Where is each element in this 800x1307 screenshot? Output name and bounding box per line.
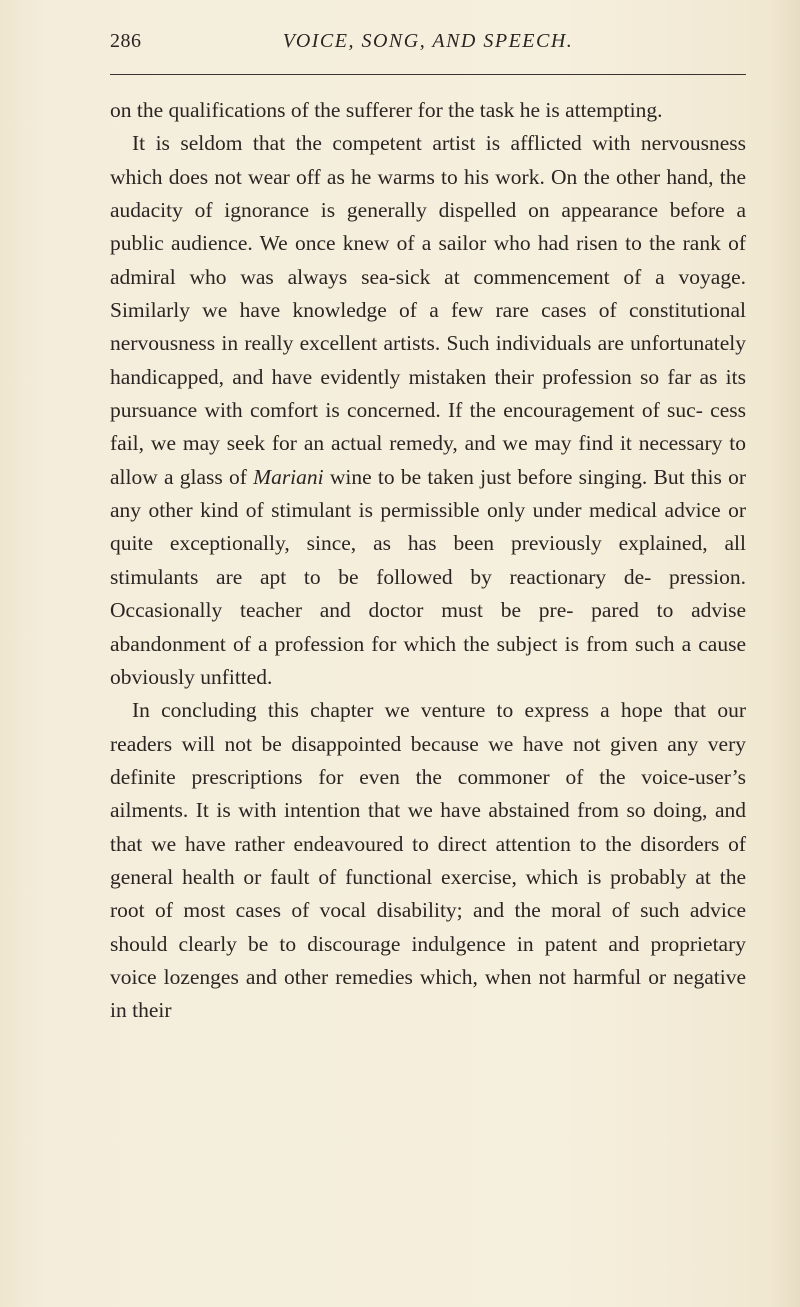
body-text [110,94,746,1028]
paragraph-text: In concluding this chapter we venture to express a hope that our readers will not be disappointed because we have not given any very definite prescriptions for even the commoner of the voice-user’s ailments. It is with intention that we have abstained from so doing, and that we have rather endeavoured to direct attention to the disorders of general health or fault of functional exercise, which is probably at the root of most cases of vocal disability; and the moral of such advice should clearly be to discourage indulgence in patent and proprietary voice lozenges and other remedies which, when not harmful or negative in their [110,698,746,1023]
page-number: 286 [110,30,142,52]
italic-term: Mariani [253,464,324,489]
paragraph-text: on the qualifications of the sufferer for the task he is attempting. [110,98,663,122]
paragraph-nervousness [110,127,746,694]
header-rule [110,74,746,75]
paragraph-continuation [110,94,746,127]
running-title: VOICE, SONG, AND SPEECH. [282,30,574,52]
paragraph-text: It is seldom that the competent artist is afflicted with nervousness which does not wear off as he warms to his work. On the other hand, the audacity of ignorance is generally dispelled on appearance before a public audience. We once knew of a sailor who had risen to the rank of admiral who was always sea-sick at commencement of a voyage. Similarly we have knowledge of a few rare cases of constitutional nervousness in really excellent artists. Such individuals are unfortunately handicapped, and have evidently mistaken their profession so far as its pursuance with comfort is concerned. If the encouragement of suc- cess fail, we may seek for an actual remedy, and we may find it necessary to allow a glass of [110,131,746,489]
paragraph-conclusion [110,694,746,1027]
paragraph-text-after: wine to be taken just before singing. But this or any other kind of stimulant is permissible only under medical advice or quite exceptionally, since, as has been previously explained, all stimulants are apt to be followed by reactionary de- pression. Occasionally teacher and doctor must be pre- pared to advise abandonment of a profession for which the subject is from such a cause obviously unfitted. [110,464,747,689]
page-header [110,30,746,58]
